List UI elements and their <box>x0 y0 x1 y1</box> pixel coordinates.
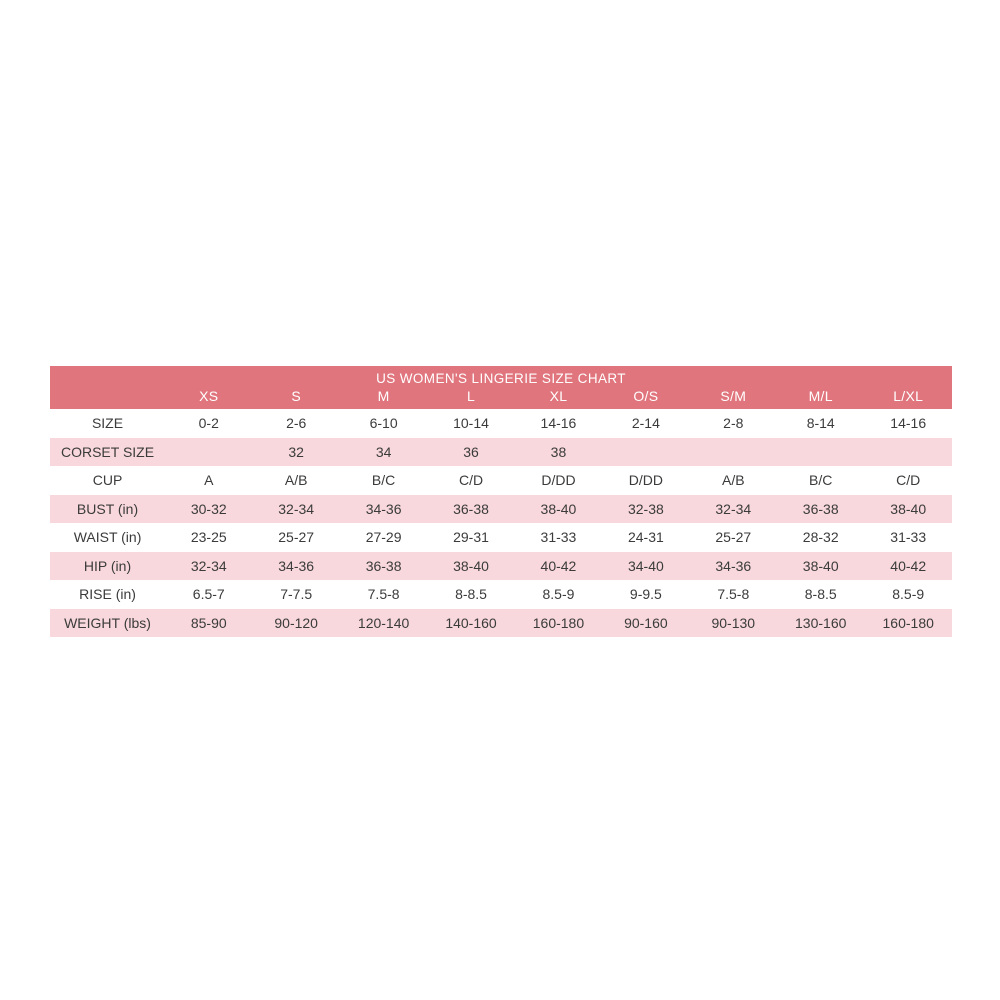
value-cell: 85-90 <box>190 614 227 631</box>
value-cell: 40-42 <box>890 557 927 574</box>
value-cell: 27-29 <box>365 529 402 546</box>
value-cell: 36-38 <box>365 557 402 574</box>
row-label: CORSET SIZE <box>60 443 155 460</box>
value-cell: 23-25 <box>190 529 227 546</box>
value-cell: 2-14 <box>631 415 660 432</box>
value-cell: 38-40 <box>453 557 489 574</box>
value-cell: 160-180 <box>882 614 934 631</box>
value-cell: 8-8.5 <box>804 586 837 603</box>
title-row <box>50 366 952 387</box>
size-column-header: XS <box>199 388 219 404</box>
value-cell: 32-34 <box>715 500 752 517</box>
row-label: CUP <box>92 472 123 489</box>
row-label: WAIST (in) <box>73 529 142 546</box>
value-cell: 2-8 <box>723 415 744 432</box>
value-cell: 32-38 <box>627 500 664 517</box>
value-cell: 90-160 <box>624 614 668 631</box>
value-cell: 36-38 <box>453 500 489 517</box>
value-cell <box>602 438 689 467</box>
row-label: BUST (in) <box>76 500 139 517</box>
table-header <box>50 366 952 409</box>
value-cell: 14-16 <box>540 415 577 432</box>
value-cell <box>864 438 952 467</box>
value-cell: 9-9.5 <box>629 586 662 603</box>
value-cell: 6-10 <box>369 415 398 432</box>
value-cell: B/C <box>371 472 396 489</box>
value-cell: 31-33 <box>890 529 927 546</box>
value-cell: 38-40 <box>802 557 839 574</box>
table-row <box>50 409 952 438</box>
value-cell: 160-180 <box>532 614 585 631</box>
table-row <box>50 466 952 495</box>
value-cell: A/B <box>722 472 745 489</box>
value-cell: A <box>204 472 214 489</box>
value-cell <box>777 438 864 467</box>
value-cell: 34-40 <box>627 557 664 574</box>
value-cell: 38-40 <box>890 500 927 517</box>
value-cell <box>165 438 252 467</box>
value-cell: 38 <box>550 443 567 460</box>
value-cell: 7-7.5 <box>280 586 313 603</box>
value-cell: 32-34 <box>190 557 227 574</box>
value-cell: 31-33 <box>540 529 577 546</box>
value-cell: 32 <box>288 443 304 460</box>
value-cell: 0-2 <box>198 415 219 432</box>
row-label: HIP (in) <box>83 557 132 574</box>
value-cell: 29-31 <box>453 529 489 546</box>
value-cell: 10-14 <box>453 415 489 432</box>
value-cell: A/B <box>284 472 308 489</box>
row-label: WEIGHT (lbs) <box>64 614 151 631</box>
value-cell: B/C <box>809 472 833 489</box>
value-cell: 24-31 <box>627 529 664 546</box>
value-cell: D/DD <box>541 472 576 489</box>
value-cell: 38-40 <box>540 500 577 517</box>
value-cell: 130-160 <box>795 614 847 631</box>
value-cell: 8-14 <box>806 415 835 432</box>
table-row <box>50 552 952 581</box>
size-column-header: M/L <box>808 388 833 404</box>
row-label: SIZE <box>91 415 124 432</box>
value-cell: D/DD <box>628 472 663 489</box>
table-body <box>50 409 952 637</box>
size-chart-table <box>50 366 952 637</box>
value-cell: 90-120 <box>274 614 318 631</box>
value-cell: 90-130 <box>711 614 756 631</box>
value-cell: 7.5-8 <box>367 586 400 603</box>
table-row <box>50 495 952 524</box>
table-row <box>50 609 952 638</box>
value-cell: 8.5-9 <box>542 586 575 603</box>
value-cell: 36-38 <box>802 500 839 517</box>
value-cell: 34-36 <box>715 557 752 574</box>
value-cell: 25-27 <box>278 529 315 546</box>
value-cell: 34 <box>375 443 392 460</box>
value-cell <box>690 438 777 467</box>
value-cell: 140-160 <box>445 614 497 631</box>
value-cell: 34-36 <box>278 557 315 574</box>
value-cell: 34-36 <box>365 500 402 517</box>
table-row <box>50 438 952 467</box>
value-cell: 8.5-9 <box>892 586 925 603</box>
value-cell: 6.5-7 <box>192 586 225 603</box>
value-cell: 40-42 <box>540 557 577 574</box>
size-column-header: XL <box>549 388 568 404</box>
value-cell: 7.5-8 <box>717 586 750 603</box>
value-cell: 25-27 <box>715 529 752 546</box>
value-cell: 30-32 <box>190 500 227 517</box>
value-cell: 28-32 <box>802 529 839 546</box>
value-cell: 120-140 <box>357 614 410 631</box>
size-column-header: O/S <box>633 388 659 404</box>
size-column-header: M <box>377 388 390 404</box>
value-cell: C/D <box>458 472 484 489</box>
table-row <box>50 523 952 552</box>
size-column-header: L <box>466 388 476 404</box>
column-header-row <box>50 387 952 409</box>
size-column-header: S <box>291 388 301 404</box>
row-label: RISE (in) <box>79 586 136 603</box>
value-cell: C/D <box>896 472 921 489</box>
value-cell: 32-34 <box>278 500 315 517</box>
value-cell: 8-8.5 <box>455 586 487 603</box>
size-column-header: L/XL <box>893 388 924 404</box>
size-column-header: S/M <box>720 388 747 404</box>
value-cell: 2-6 <box>286 415 307 432</box>
value-cell: 14-16 <box>890 415 927 432</box>
corner-cell <box>50 387 165 409</box>
chart-title: US WOMEN'S LINGERIE SIZE CHART <box>376 370 626 386</box>
value-cell: 36 <box>463 443 479 460</box>
table-row <box>50 580 952 609</box>
